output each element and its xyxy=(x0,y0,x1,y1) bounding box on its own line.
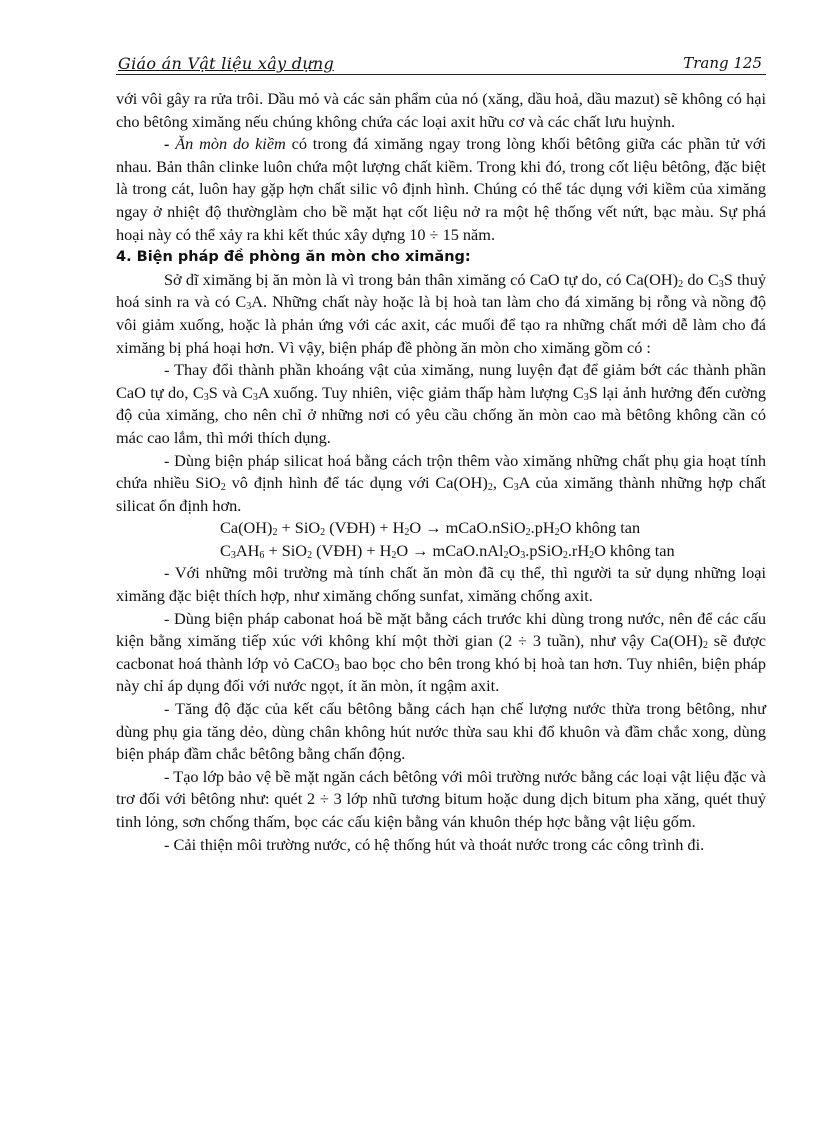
list-item: - Thay đổi thành phần khoáng vật của ximăng, nung luyện đạt để giảm bớt các thành phần CaO tự do, $C_3S$ và $C_3A$ xuống. Tuy nhiên, việc giảm thấp hàm lượng $C_3S$ lại ảnh hưởng đến cường độ của ximăng, cho nên chỉ ở những nơi có yêu cầu chống ăn mòn cao mà bêtông không cần có mác cao lắm, thì mới thích dụng. xyxy=(116,360,766,447)
chemical-equation: $C_3AH_6 + SiO_2$ (VĐH) + $H_2O$ → $mCaO.nAl_2O_3.pSiO_2.rH_2O$ không tan xyxy=(220,540,675,561)
list-item: - Cải thiện môi trường nước, có hệ thống hút và thoát nước trong các công trình đi. xyxy=(164,834,705,854)
document-body xyxy=(116,88,766,856)
list-item: - Tăng độ đặc của kết cấu bêtông bằng cách hạn chế lượng nước thừa trong bêtông, như dùng phụ gia tăng dẻo, dùng chân không hút nước thừa sau khi đổ khuôn và đầm chắc xong, dùng biện pháp đầm chắc bêtông bằng chấn động. xyxy=(116,699,766,764)
paragraph: với vôi gây ra rửa trôi. Dầu mỏ và các sản phẩm của nó (xăng, dầu hoả, dầu mazut) sẽ không có hại cho bêtông ximăng nếu chúng không chứa các loại axit hữu cơ và các chất lưu huỳnh. xyxy=(116,89,766,131)
chemical-equation: $Ca(OH)_2 + SiO_2$ (VĐH) + $H_2O$ → $mCaO.nSiO_2.pH_2O$ không tan xyxy=(220,518,641,539)
list-item: - Dùng biện pháp cabonat hoá bề mặt bằng cách trước khi dùng trong nước, nên để các cấu kiện bằng ximăng tiếp xúc với không khí một thời gian (2 ÷ 3 tuần), như vậy $Ca(OH)_2$ sẽ được cacbonat hoá thành lớp vỏ CaCO$_3$ bao bọc cho bên trong khó bị hoà tan hơn. Tuy nhiên, biện pháp này chỉ áp dụng đối với nước ngọt, ít ăn mòn, ít ngậm axit. xyxy=(116,608,767,696)
page-number: Trang 125 xyxy=(683,54,762,72)
list-item: - Với những môi trường mà tính chất ăn mòn đã cụ thể, thì người ta sử dụng những loại ximăng đặc biệt thích hợp, như ximăng chống sunfat, ximăng chống axit. xyxy=(116,563,766,606)
list-item: - Dùng biện pháp silicat hoá bằng cách trộn thêm vào ximăng những chất phụ gia hoạt tính chứa nhiều SiO$_2$ vô định hình để tác dụng với $Ca(OH)_2$, $C_3A$ của ximăng thành những hợp chất silicat ổn định hơn. xyxy=(116,450,766,515)
section-heading: 4. Biện pháp đề phòng ăn mòn cho ximăng: xyxy=(116,249,471,266)
paragraph-alkali-corrosion: - Ăn mòn do kiềm có trong đá ximăng ngay trong lòng khối bêtông giữa các phần tử với nhau. Bản thân clinke luôn chứa một lượng chất kiềm. Trong khi đó, trong cốt liệu bêtông, đặc biệt là trong cát, luôn hay gặp hợn chất silic vô định hình. Chúng có thể tác dụng với kiềm của ximăng ngay ở nhiệt độ thườnglàm cho bề mặt hạt cốt liệu nở ra một hệ thống vết nứt, bạc màu. Sự phá hoại này có thể xảy ra khi kết thúc xây dựng 10 ÷ 15 năm. xyxy=(116,134,766,244)
paragraph: Sở dĩ ximăng bị ăn mòn là vì trong bản thân ximăng có CaO tự do, có $Ca(OH)_2$ do $C_3S$ thuỷ hoá sinh ra và có $C_3A$. Những chất này hoặc là bị hoà tan làm cho đá ximăng bị rỗng và nồng độ vôi giảm xuống, hoặc là phản ứng với các axit, các muối để tạo ra những chất mới dễ làm cho đá ximăng bị phá hoại hơn. Vì vậy, biện pháp đề phòng ăn mòn cho ximăng gồm có : xyxy=(116,269,766,357)
page-header xyxy=(116,54,766,75)
term-alkali-corrosion: Ăn mòn do kiềm xyxy=(175,134,286,154)
list-item: - Tạo lớp bảo vệ bề mặt ngăn cách bêtông với môi trường nước bằng các loại vật liệu đặc và trơ đối với bêtông như: quét 2 ÷ 3 lớp nhũ tương bitum hoặc dung dịch bitum pha xăng, quét thuỷ tinh lỏng, sơn chống thấm, bọc các cấu kiện bằng ván khuôn thép hợc bằng vật liệu gốm. xyxy=(116,766,766,831)
document-title: Giáo án Vật liệu xây dựng xyxy=(118,54,335,73)
